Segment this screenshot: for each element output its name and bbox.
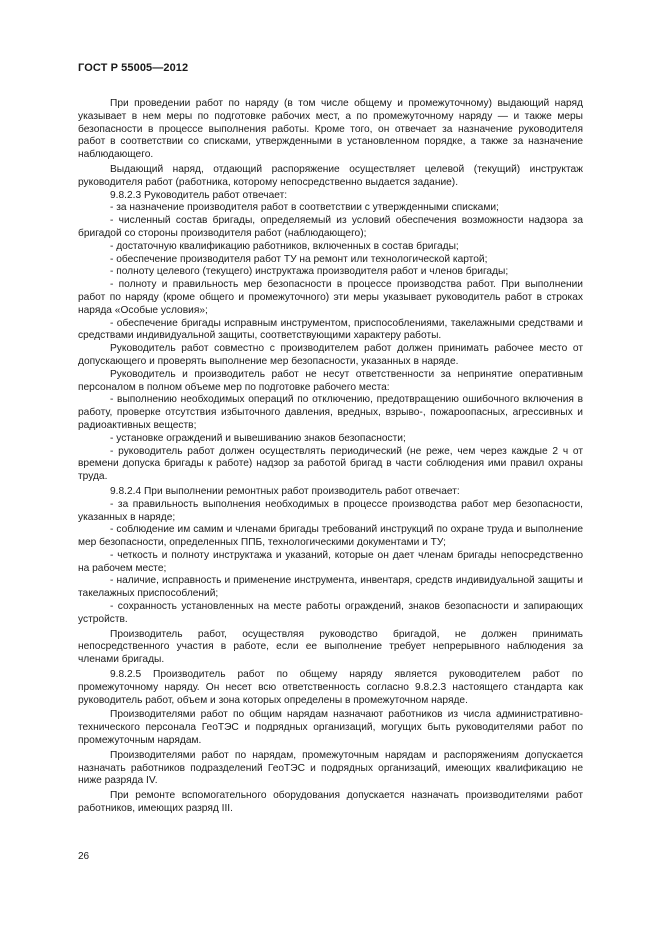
paragraph: Производителями работ по общим нарядам назначают работников из числа административно-технического персонала ГеоТЭС и подрядных организаций, могущих быть руководителями работ по промежуточным нарядам. <box>78 709 583 747</box>
list-item: - достаточную квалификацию работников, включенных в состав бригады; <box>110 240 459 252</box>
list-item: - сохранность установленных на месте работы ограждений, знаков безопасности и запирающих устройств. <box>78 601 583 625</box>
paragraph: Производителями работ по нарядам, промежуточным нарядам и распоряжениям допускается назначать работников подразделений ГеоТЭС и подрядных организаций, имеющих квалификацию не ниже разряда IV. <box>78 749 583 787</box>
document-header: ГОСТ Р 55005—2012 <box>78 62 189 74</box>
paragraph: Выдающий наряд, отдающий распоряжение осуществляет целевой (текущий) инструктаж руководителя работ (работника, которому непосредственно выдается задание). <box>78 163 583 188</box>
list-item: - руководитель работ должен осуществлять периодический (не реже, чем через каждые 2 ч от времени допуска бригады к работе) надзор за работой бригад в части соблюдения ими правил охраны труда. <box>78 445 583 483</box>
paragraph: Производитель работ, осуществляя руководство бригадой, не должен принимать непосредственного участия в работе, если ее выполнение требует непрерывного наблюдения за членами бригады. <box>78 628 583 666</box>
list-item: - установке ограждений и вывешиванию знаков безопасности; <box>110 432 406 444</box>
list-item: - численный состав бригады, определяемый из условий обеспечения возможности надзора за бригадой со стороны производителя работ (наблюдающего); <box>78 215 583 239</box>
page-number: 26 <box>78 851 90 862</box>
list-item: - выполнению необходимых операций по отключению, предотвращению ошибочного включения в работу, проверке отсутствия избыточного давления, вредных, взрыво-, пожароопасных, агрессивных и радиоактивных веществ; <box>78 394 583 431</box>
list-item: - за назначение производителя работ в соответствии с утвержденными списками; <box>110 202 499 214</box>
list-item: - полноту и правильность мер безопасности в процессе производства работ. При выполнении работ по наряду (кроме общего и промежуточного) эти меры указывает руководитель работ в строках наряда «Особые условия»; <box>78 279 583 316</box>
section-heading: 9.8.2.3 Руководитель работ отвечает: <box>110 189 288 201</box>
section-heading: 9.8.2.5 Производитель работ по общему наряду является руководителем работ по промежуточному наряду. Он несет всю ответственность согласно 9.8.2.3 настоящего стандарта как руководитель работ, объем и зона которых определены в промежуточном наряде. <box>78 669 583 706</box>
paragraph: При ремонте вспомогательного оборудования допускается назначать производителями работ работников, имеющих разряд III. <box>78 790 583 815</box>
document-body <box>78 98 583 816</box>
list-item: - обеспечение производителя работ ТУ на ремонт или технологической картой; <box>110 253 488 265</box>
list-item: - обеспечение бригады исправным инструментом, приспособлениями, такелажными средствами и средствами индивидуальной защиты, соответствующими характеру работы. <box>78 317 583 342</box>
list-item: - соблюдение им самим и членами бригады требований инструкций по охране труда и выполнение мер безопасности, определенных ППБ, технологическими документами и ТУ; <box>78 524 583 549</box>
paragraph: Руководитель и производитель работ не несут ответственности за непринятие оперативным персоналом в полном объеме мер по подготовке рабочего места: <box>78 368 583 393</box>
paragraph: При проведении работ по наряду (в том числе общему и промежуточному) выдающий наряд указывает в нем меры по подготовке рабочих мест, а по промежуточному наряду — и также меры безопасности в процессе выполнения работы. Кроме того, он отвечает за назначение руководителя работ в соответствии со списками, утвержденными в установленном порядке, а также за назначение наблюдающего. <box>78 98 583 161</box>
list-item: - полноту целевого (текущего) инструктажа производителя работ и членов бригады; <box>110 266 509 278</box>
list-item: - за правильность выполнения необходимых в процессе производства работ мер безопасности, указанных в наряде; <box>78 498 583 523</box>
paragraph: Руководитель работ совместно с производителем работ должен принимать рабочее место от допускающего и проверять выполнение мер безопасности, указанных в наряде. <box>78 343 583 367</box>
list-item: - наличие, исправность и применение инструмента, инвентаря, средств индивидуальной защиты и такелажных приспособлений; <box>78 575 583 600</box>
section-heading: 9.8.2.4 При выполнении ремонтных работ производитель работ отвечает: <box>110 485 460 497</box>
list-item: - четкость и полноту инструктажа и указаний, которые он дает членам бригады непосредственно на рабочем месте; <box>78 549 583 574</box>
